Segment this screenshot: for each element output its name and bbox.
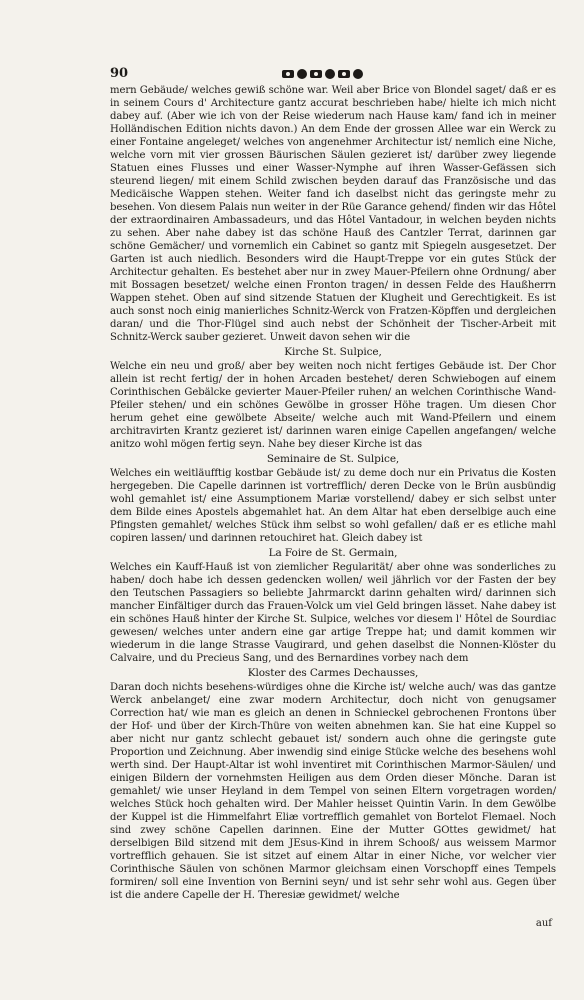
paragraph-carmes: Daran doch nichts besehens-würdiges ohne die Kirche ist/ welche auch/ was das gantze Werck anbelanget/ eine zwar modern Architectur, doch nicht von genugsamer Correction hat/ wie man es gleich an denen in Schnieckel gebrochenen Frontons über der Hof- und über der Kirch-Thüre von weiten abnehmen kan. Sie hat eine Kuppel so aber nicht nur gantz schlecht gebauet ist/ sondern auch ohne die geringste gute Proportion und Zeichnung. Aber inwendig sind einige Stücke welche des besehens wohl werth sind. Der Haupt-Altar ist wohl inventiret mit Corinthischen Marmor-Säulen/ und einigen Bildern der vornehmsten Heiligen aus dem Orden dieser Mönche. Daran ist gemahlet/ wie unser Heyland in dem Tempel von seinen Eltern vorgetragen worden/ welches Stück hoch gehalten wird. Der Mahler heisset Quintin Varin. In dem Gewölbe der Kuppel ist die Himmelfahrt Eliæ vortrefflich gemahlet von Bortelot Flemael. Noch sind zwey schöne Capellen darinnen. Eine der Mutter GOttes gewidmet/ hat derselbigen Bild sitzend mit dem JEsus-Kind in ihrem Schooß/ aus weissem Marmor vortrefflich gehauen. Sie ist sitzet auf einem Altar in einer Niche, vor welcher vier Corinthische Säulen von schönen Marmor gleichsam einen Vorschopff eines Tempels formiren/ soll eine Invention von Bernini seyn/ und ist sehr sehr wohl aus. Gegen über ist die andere Capelle der H. Theresiæ gewidmet/ welche xyxy=(110,682,556,901)
catchword: auf xyxy=(535,918,552,929)
heading-foire: La Foire de St. Germain, xyxy=(268,547,398,559)
page-number: 90 xyxy=(110,66,129,81)
paragraph-seminaire: Welches ein weitläufftig kostbar Gebäude ist/ zu deme doch nur ein Privatus die Kosten hergegeben. Die Capelle darinnen ist vortrefflich/ deren Decke von le Brün ausbündig wohl gemahlet ist/ eine Assumptionem Mariæ vorstellend/ dabey er sich selbst unter dem Bilde eines Apostels abgemahlet hat. An dem Altar hat eben derselbige auch eine Pfingsten gemahlet/ welches Stück ihm selbst so wohl gefallen/ daß er es etliche mahl copiren lassen/ und darinnen retouchiret hat. Gleich dabey ist xyxy=(110,468,556,544)
paragraph-foire: Welches ein Kauff-Hauß ist von ziemlicher Regularität/ aber ohne was sonderliches zu haben/ doch habe ich dessen gedencken wollen/ weil jährlich vor der Fasten der bey den Teutschen Passagiers so beliebte Jahrmarckt darinn gehalten wird/ darinnen sich mancher Einfältiger durch das Frauen-Volck um viel Geld bringen lässet. Nahe dabey ist ein schönes Hauß hinter der Kirche St. Sulpice, welches vor diesem l' Hôtel de Sourdiac gewesen/ welches unter andern eine gar artige Treppe hat; und damit kommen wir wiederum in die lange Strasse Vaugirard, und gehen daselbst die Nonnen-Klöster du Calvaire, und du Precieus Sang, und des Bernardines vorbey nach dem xyxy=(110,562,556,664)
heading-carmes: Kloster des Carmes Dechausses, xyxy=(247,667,419,679)
header-ornament xyxy=(280,66,370,82)
paragraph-st-sulpice: Welche ein neu und groß/ aber bey weiten noch nicht fertiges Gebäude ist. Der Chor allein ist recht fertig/ der in hohen Arcaden bestehet/ deren Schwiebogen auf einem Corinthischen Gebälcke gevierter Mauer-Pfeiler ruhen/ an welchen Corinthische Wand-Pfeiler stehen/ und ein schönes Gewölbe in grosser Höhe tragen. Um diesen Chor herum gehet eine gewölbete Abseite/ welche auch mit Wand-Pfeilern und einem architravirten Krantz gezieret ist/ darinnen waren einige Capellen angefangen/ welche anitzo wohl mögen fertig seyn. Nahe bey dieser Kirche ist das xyxy=(110,361,556,450)
heading-seminaire: Seminaire de St. Sulpice, xyxy=(266,453,400,465)
page-body xyxy=(110,84,556,902)
paragraph-intro: mern Gebäude/ welches gewiß schöne war. Weil aber Brice von Blondel saget/ daß er es in seinem Cours d' Architecture gantz accurat beschrieben habe/ hielte ich mich nicht dabey auf. (Aber wie ich von der Reise wiederum nach Hause kam/ fand ich in meiner Holländischen Edition nichts davon.) An dem Ende der grossen Allee war ein Werck zu einer Fontaine angeleget/ welches von angenehmer Architectur ist/ nemlich eine Niche, welche vorn mit vier grossen Bäurischen Säulen gezieret ist/ darüber zwey liegende Statuen eines Flusses und einer Wasser-Nymphe auf ihren Wasser-Gefässen sich steurend liegen/ mit einem Schild zwischen beyden darauf das Französische und das Medicäische Wappen stehen. Weiter fand ich daselbst nicht das geringste mehr zu besehen. Von diesem Palais nun weiter in der Rüe Garance gehend/ finden wir das Hôtel der extraordinairen Ambassadeurs, und das Hôtel Vantadour, in welchen beyden nichts zu sehen. Aber nahe dabey ist das schöne Hauß des Cantzler Terrat, darinnen gar schöne Gemächer/ und vornemlich ein Cabinet so gantz mit Spiegeln ausgesetzet. Der Garten ist auch niedlich. Besonders wird die Haupt-Treppe vor ein gutes Stück der Architectur gehalten. Es bestehet aber nur in zwey Mauer-Pfeilern ohne Ordnung/ aber mit Bossagen besetzet/ welche einen Fronton tragen/ in dessen Felde des Haußherrn Wappen stehet. Oben auf sind sitzende Statuen der Klugheit und Gerechtigkeit. Es ist auch sonst noch einig manierliches Schnitz-Werck von Fratzen-Köpffen und dergleichen daran/ und die Thor-Flügel sind auch nebst der Schönheit der Tischer-Arbeit mit Schnitz-Werck sauber gezieret. Unweit davon sehen wir die xyxy=(110,85,557,343)
heading-st-sulpice: Kirche St. Sulpice, xyxy=(284,346,382,358)
